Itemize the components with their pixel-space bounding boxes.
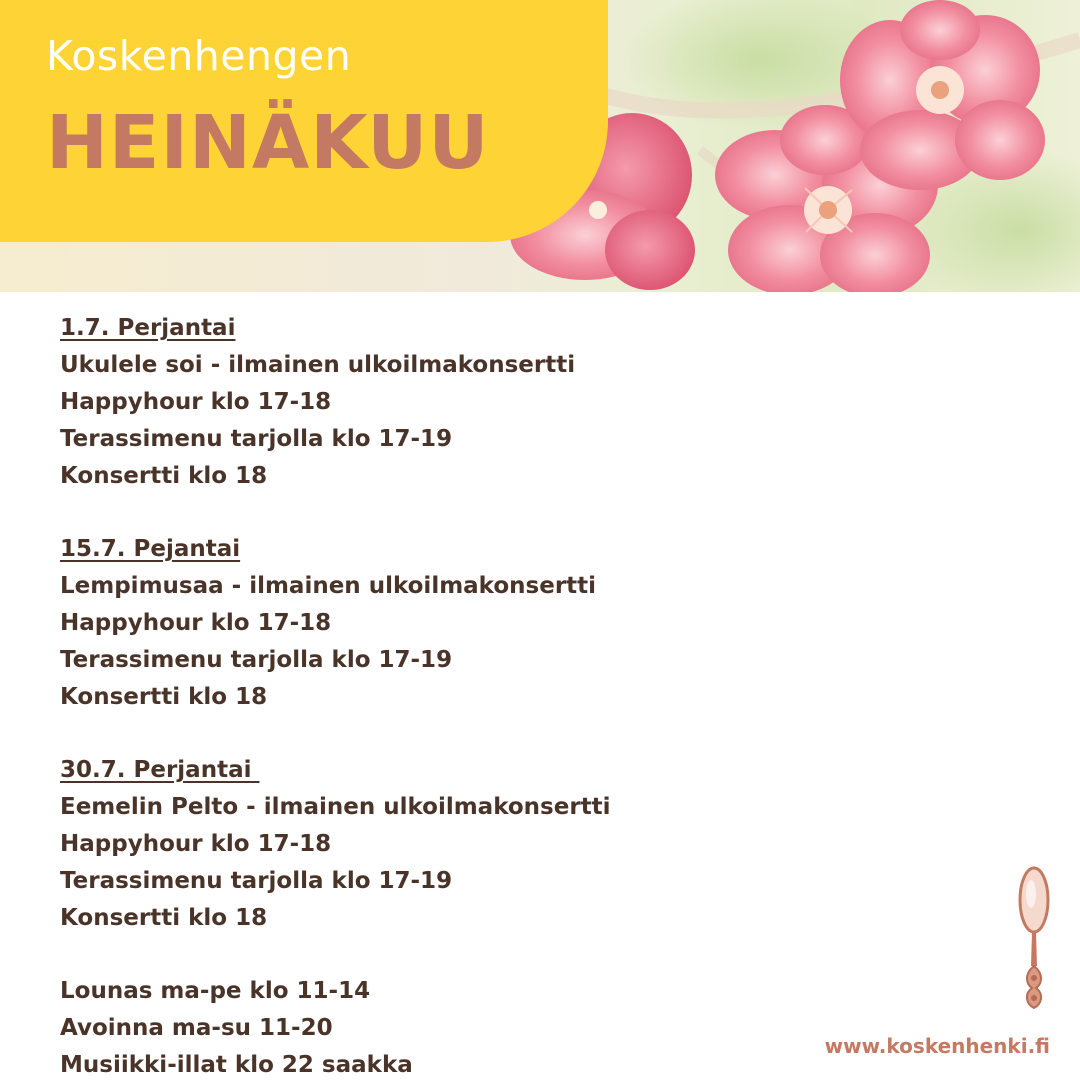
event-line: Konsertti klo 18	[60, 463, 268, 489]
event-block	[60, 531, 820, 716]
info-line: Lounas ma-pe klo 11-14	[60, 978, 371, 1004]
brand-name: Koskenhengen	[46, 32, 352, 80]
event-line: Terassimenu tarjolla klo 17-19	[60, 647, 453, 673]
event-line: Konsertti klo 18	[60, 684, 268, 710]
spoon-icon	[1014, 866, 1054, 1010]
event-schedule	[60, 310, 820, 1084]
event-date: 30.7. Perjantai	[60, 757, 260, 783]
event-line: Terassimenu tarjolla klo 17-19	[60, 868, 453, 894]
event-line: Happyhour klo 17-18	[60, 831, 332, 857]
event-line: Happyhour klo 17-18	[60, 389, 332, 415]
opening-info	[60, 973, 820, 1084]
event-date: 1.7. Perjantai	[60, 315, 236, 341]
event-line: Ukulele soi - ilmainen ulkoilmakonsertti	[60, 352, 576, 378]
event-line: Terassimenu tarjolla klo 17-19	[60, 426, 453, 452]
hero-banner	[0, 0, 1080, 292]
event-line: Happyhour klo 17-18	[60, 610, 332, 636]
info-line: Avoinna ma-su 11-20	[60, 1015, 333, 1041]
event-line: Konsertti klo 18	[60, 905, 268, 931]
event-line: Eemelin Pelto - ilmainen ulkoilmakonsertti	[60, 794, 611, 820]
title-panel	[0, 0, 608, 242]
event-block	[60, 752, 820, 937]
event-line: Lempimusaa - ilmainen ulkoilmakonsertti	[60, 573, 597, 599]
month-title: HEINÄKUU	[46, 100, 490, 186]
info-line: Musiikki-illat klo 22 saakka	[60, 1052, 413, 1078]
website-link[interactable]: www.koskenhenki.fi	[824, 1034, 1050, 1058]
event-block	[60, 310, 820, 495]
event-date: 15.7. Pejantai	[60, 536, 241, 562]
